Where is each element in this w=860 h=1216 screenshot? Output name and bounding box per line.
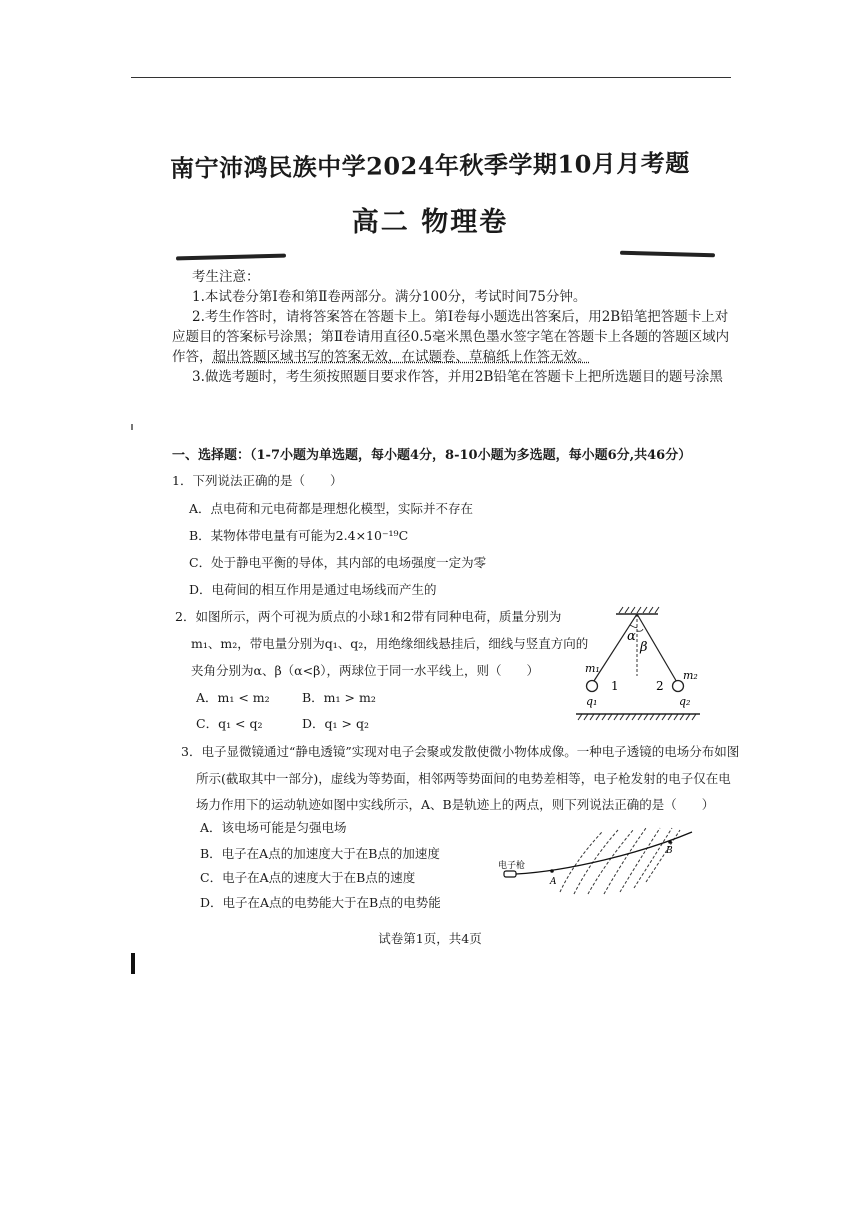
q2-option-c: C．q₁ < q₂ [196,716,263,731]
angle-arc-alpha [630,625,637,628]
m1-label: m₁ [585,662,600,675]
section-heading: 一、选择题：（1-7小题为单选题，每小题4分，8-10小题为多选题，每小题6分,共46分） [172,448,692,463]
electron-gun-label: 电子枪 [498,861,526,871]
q1-stem: 1．下列说法正确的是（ ） [172,473,343,488]
q3-electron-lens-figure [494,822,700,898]
ground-hatching [576,714,700,720]
equipotential-surfaces [560,828,680,894]
ball-2 [673,681,684,692]
q3-line-2: 所示(截取其中一部分)，虚线为等势面，相邻两等势面间的电势差相等，电子枪发射的电子仅在电 [196,771,731,786]
exam-title: 南宁沛鸿民族中学2024年秋季学期10月月考题 [170,148,691,183]
page-footer: 试卷第1页，共4页 [378,931,482,946]
q3-option-a: A．该电场可能是匀强电场 [200,820,347,835]
exam-subtitle: 高二 物理卷 [351,207,509,238]
m2-label: m₂ [683,669,698,682]
electron-gun-icon [504,871,516,877]
q3-option-d: D．电子在A点的电势能大于在B点的电势能 [200,895,441,910]
notice-item-2 [172,307,732,367]
beta-label: β [640,640,648,655]
q2-line-2: m₁、m₂，带电量分别为q₁、q₂，用绝缘细线悬挂后，细线与竖直方向的 [191,636,589,651]
q1-option-d: D．电荷间的相互作用是通过电场线而产生的 [189,582,437,597]
decor-stroke-left [176,254,286,261]
point-b-label: B [666,846,673,856]
q1-option-a: A．点电荷和元电荷都是理想化模型，实际并不存在 [189,501,474,516]
ball-1-number: 1 [611,679,619,693]
scan-edge-mark [131,953,135,974]
margin-mark [131,424,133,430]
q1-option-b: B．某物体带电量有可能为2.4×10⁻¹⁹C [189,528,409,543]
ball-1 [587,681,598,692]
notice-item-1: 1.本试卷分第Ⅰ卷和第Ⅱ卷两部分。满分100分，考试时间75分钟。 [192,289,587,305]
q2-charge-label: q₂ [679,695,691,708]
q2-option-b: B．m₁ > m₂ [302,690,376,705]
decor-stroke-right [620,251,715,257]
angle-arc-beta [637,629,643,631]
q3-option-b: B．电子在A点的加速度大于在B点的加速度 [200,846,440,861]
q2-option-d: D．q₁ > q₂ [302,716,369,731]
exam-notice [172,267,732,387]
q2-line-3: 夹角分别为α、β（α<β），两球位于同一水平线上，则（ ） [191,663,540,678]
q2-line-1: 2．如图所示，两个可视为质点的小球1和2带有同种电荷，质量分别为 [175,609,562,624]
top-rule [131,77,731,78]
notice-item-3: 3.做选考题时，考生须按照题目要求作答，并用2B铅笔在答题卡上把所选题目的题号涂黑 [192,369,723,385]
ceiling-support [616,607,659,614]
q3-option-c: C．电子在A点的速度大于在B点的速度 [200,870,416,885]
point-a-label: A [550,877,557,887]
q3-line-3: 场力作用下的运动轨迹如图中实线所示，A、B是轨迹上的两点，则下列说法正确的是（ ） [196,797,715,812]
alpha-label: α [627,629,636,644]
q1-option-c: C．处于静电平衡的导体，其内部的电场强度一定为零 [189,555,487,570]
point-b-marker [668,840,672,844]
ball-2-number: 2 [656,679,664,693]
q1-charge-label: q₁ [586,695,598,708]
q2-option-a: A．m₁ < m₂ [196,690,270,705]
notice-item-2-main: 2.考生作答时，请将答案答在答题卡上。第Ⅰ卷每小题选出答案后，用2B铅笔把答题卡上对应题目的答案标号涂黑；第Ⅱ卷请用直径0.5毫米黑色墨水签字笔在答题卡上各题的答题区域内作答， [172,309,730,365]
point-a-marker [550,869,554,873]
notice-heading: 考生注意： [192,269,260,285]
q3-line-1: 3．电子显微镜通过“静电透镜”实现对电子会聚或发散使微小物体成像。一种电子透镜的电场分布如图 [181,744,740,759]
notice-item-2-emphasis: 超出答题区域书写的答案无效，在试题卷、草稿纸上作答无效。 [212,349,591,365]
q2-pendulum-figure [572,604,708,728]
